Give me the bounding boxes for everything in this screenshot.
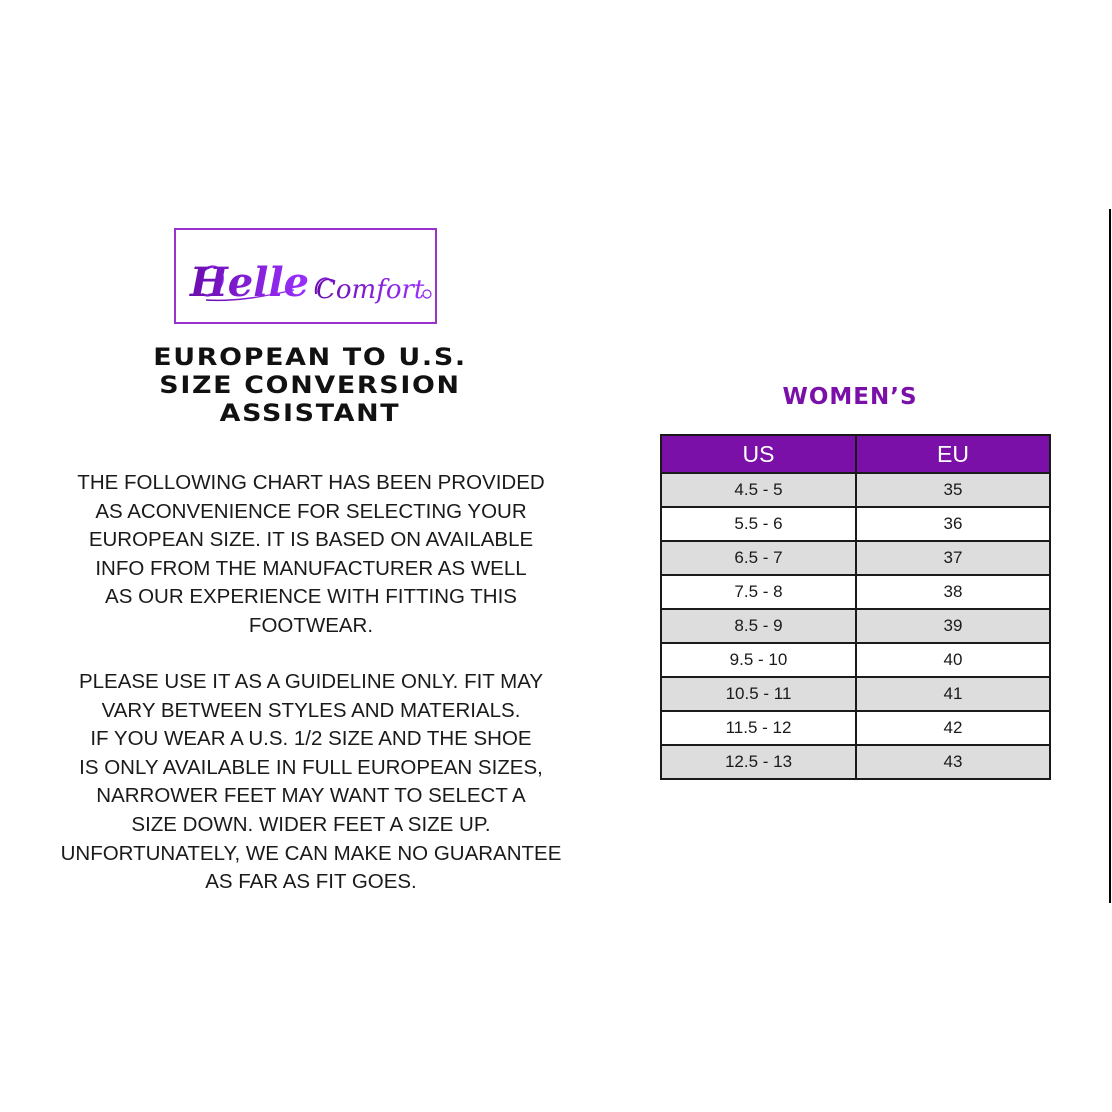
- right-edge-divider: [1109, 209, 1111, 903]
- us-size-cell: 10.5 - 11: [661, 677, 856, 711]
- table-row: [661, 745, 1050, 779]
- table-row: [661, 507, 1050, 541]
- paragraph-line: IS ONLY AVAILABLE IN FULL EUROPEAN SIZES,: [79, 755, 543, 779]
- us-size-cell: 9.5 - 10: [661, 643, 856, 677]
- paragraph-line: UNFORTUNATELY, WE CAN MAKE NO GUARANTEE: [60, 841, 562, 865]
- us-size-cell: 6.5 - 7: [661, 541, 856, 575]
- eu-size-cell: 36: [856, 507, 1050, 541]
- paragraph-line: AS ACONVENIENCE FOR SELECTING YOUR: [95, 499, 527, 523]
- paragraph-line: SIZE DOWN. WIDER FEET A SIZE UP.: [131, 812, 491, 836]
- us-size-cell: 4.5 - 5: [661, 473, 856, 507]
- brand-logo-wordmark-1: Helle: [190, 259, 310, 306]
- column-header-us: US: [661, 435, 856, 473]
- paragraph-line: FOOTWEAR.: [248, 613, 374, 637]
- intro-paragraph: [20, 469, 602, 641]
- guideline-paragraph: [20, 668, 602, 897]
- us-size-cell: 8.5 - 9: [661, 609, 856, 643]
- us-size-cell: 12.5 - 13: [661, 745, 856, 779]
- paragraph-line: NARROWER FEET MAY WANT TO SELECT A: [96, 784, 526, 808]
- paragraph-line: IF YOU WEAR A U.S. 1/2 SIZE AND THE SHOE: [90, 727, 532, 751]
- table-row: [661, 473, 1050, 507]
- title-line: SIZE CONVERSION: [159, 371, 461, 399]
- brand-logo-icon: [176, 230, 439, 326]
- paragraph-line: AS FAR AS FIT GOES.: [205, 870, 417, 894]
- size-conversion-table: [660, 434, 1051, 780]
- eu-size-cell: 38: [856, 575, 1050, 609]
- brand-logo-wordmark-2: Comfort: [316, 275, 425, 305]
- paragraph-line: PLEASE USE IT AS A GUIDELINE ONLY. FIT MAY: [78, 670, 544, 693]
- paragraph-line: VARY BETWEEN STYLES AND MATERIALS.: [101, 698, 521, 722]
- eu-size-cell: 41: [856, 677, 1050, 711]
- column-header-eu: EU: [856, 435, 1050, 473]
- paragraph-line: EUROPEAN SIZE. IT IS BASED ON AVAILABLE: [88, 528, 534, 552]
- womens-heading: WOMEN’S: [782, 384, 918, 410]
- eu-size-cell: 39: [856, 609, 1050, 643]
- page-title: [86, 343, 534, 427]
- us-size-cell: 11.5 - 12: [661, 711, 856, 745]
- table-row: [661, 575, 1050, 609]
- eu-size-cell: 37: [856, 541, 1050, 575]
- table-row: [661, 677, 1050, 711]
- eu-size-cell: 42: [856, 711, 1050, 745]
- paragraph-line: THE FOLLOWING CHART HAS BEEN PROVIDED: [77, 471, 545, 494]
- table-header-row: [661, 435, 1050, 473]
- title-line: EUROPEAN TO U.S.: [153, 343, 467, 371]
- paragraph-line: AS OUR EXPERIENCE WITH FITTING THIS: [105, 585, 517, 609]
- eu-size-cell: 40: [856, 643, 1050, 677]
- paragraph-line: INFO FROM THE MANUFACTURER AS WELL: [95, 556, 527, 580]
- table-row: [661, 541, 1050, 575]
- us-size-cell: 7.5 - 8: [661, 575, 856, 609]
- brand-logo: [174, 228, 437, 324]
- eu-size-cell: 43: [856, 745, 1050, 779]
- title-line: ASSISTANT: [219, 399, 401, 427]
- table-row: [661, 711, 1050, 745]
- eu-size-cell: 35: [856, 473, 1050, 507]
- table-row: [661, 643, 1050, 677]
- us-size-cell: 5.5 - 6: [661, 507, 856, 541]
- table-row: [661, 609, 1050, 643]
